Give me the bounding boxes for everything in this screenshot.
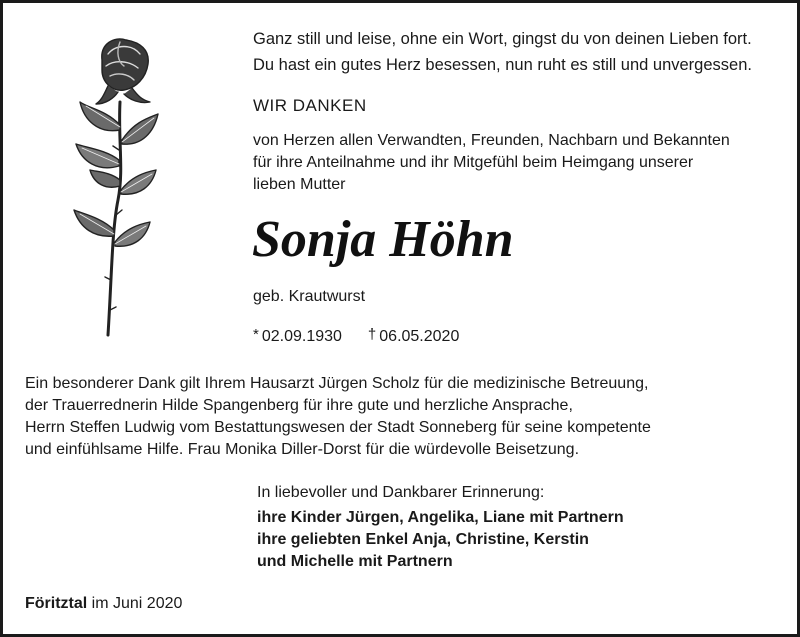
gratitude-line: und einfühlsame Hilfe. Frau Monika Diller-Dorst für die würdevolle Beisetzung. xyxy=(25,441,580,458)
born-name: geb. Krautwurst xyxy=(253,288,366,305)
family-line: und Michelle mit Partnern xyxy=(257,553,453,570)
date: im Juni 2020 xyxy=(91,595,183,612)
poem-line: Ganz still und leise, ohne ein Wort, gingst du von deinen Lieben fort. xyxy=(253,30,752,48)
gratitude-line: Herrn Steffen Ludwig vom Bestattungswesen der Stadt Sonneberg für seine kompetente xyxy=(25,419,651,436)
death-date: 06.05.2020 xyxy=(379,328,460,345)
thanks-line: lieben Mutter xyxy=(253,176,346,193)
thanks-line: für ihre Anteilnahme und ihr Mitgefühl beim Heimgang unserer xyxy=(253,154,694,171)
poem-line: Du hast ein gutes Herz besessen, nun ruht es still und unvergessen. xyxy=(253,56,752,74)
family-list xyxy=(257,507,624,573)
thanks-text xyxy=(253,130,730,196)
life-dates xyxy=(253,324,459,348)
gratitude-line: der Trauerrednerin Hilde Spangenberg für ihre gute und herzliche Ansprache, xyxy=(25,397,573,414)
thanks-line: von Herzen allen Verwandten, Freunden, Nachbarn und Bekannten xyxy=(253,132,730,149)
rose-icon xyxy=(62,30,172,340)
place: Föritztal xyxy=(25,595,88,612)
place-date xyxy=(25,593,182,615)
gratitude-text xyxy=(25,373,651,461)
deceased-name: Sonja Höhn xyxy=(252,211,514,268)
heading-wir-danken: WIR DANKEN xyxy=(253,96,367,115)
birth-symbol: * xyxy=(253,326,259,343)
family-line: ihre geliebten Enkel Anja, Christine, Kerstin xyxy=(257,531,589,548)
death-symbol: † xyxy=(367,326,377,343)
poem xyxy=(253,27,752,79)
family-line: ihre Kinder Jürgen, Angelika, Liane mit Partnern xyxy=(257,509,624,526)
birth-date: 02.09.1930 xyxy=(261,328,342,345)
gratitude-line: Ein besonderer Dank gilt Ihrem Hausarzt Jürgen Scholz für die medizinische Betreuung, xyxy=(25,375,649,392)
memory-intro: In liebevoller und Dankbarer Erinnerung: xyxy=(257,484,545,501)
